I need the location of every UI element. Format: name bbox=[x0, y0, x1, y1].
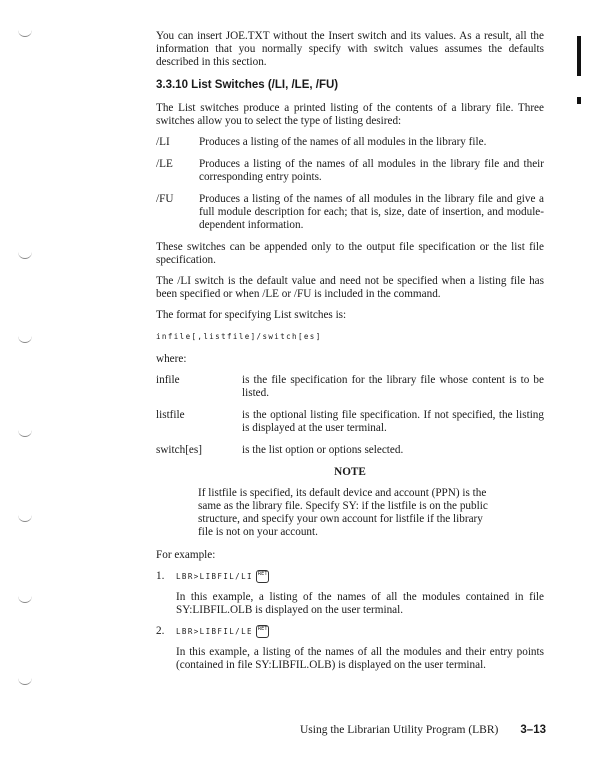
change-bar bbox=[577, 97, 581, 104]
page-content bbox=[156, 30, 544, 680]
param-term: switch[es] bbox=[156, 444, 202, 456]
switch-desc: Produces a listing of the names of all modules in the library file. bbox=[199, 136, 487, 148]
switch-term: /LE bbox=[156, 158, 173, 170]
switch-term: /LI bbox=[156, 136, 170, 148]
param-desc: is the list option or options selected. bbox=[242, 444, 404, 456]
switch-desc: Produces a listing of the names of all modules in the library file and their corresponding entry points. bbox=[199, 158, 544, 183]
example-command bbox=[156, 625, 544, 638]
return-key-icon: RET bbox=[256, 570, 270, 583]
switch-desc: Produces a listing of the names of all modules in the library file and give a full module description for each; that is, size, date of insertion, and module-dependent information. bbox=[199, 193, 544, 231]
note-title: NOTE bbox=[334, 466, 366, 478]
where-label: where: bbox=[156, 353, 187, 365]
paragraph: The format for specifying List switches is: bbox=[156, 309, 347, 321]
scan-mark bbox=[18, 678, 32, 685]
scan-mark bbox=[18, 596, 32, 603]
example-number: 1. bbox=[156, 570, 165, 582]
note-body: If listfile is specified, its default device and account (PPN) is the same as the library file. Specify SY: if the listfile is on the public structure, and specify your own account for listfile if the library file is not on your account. bbox=[198, 487, 488, 538]
param-item bbox=[156, 409, 544, 435]
example-description: In this example, a listing of the names of all the modules contained in file SY:LIBFIL.OLB is displayed on the user terminal. bbox=[176, 591, 544, 616]
page-number: 3–13 bbox=[520, 724, 546, 736]
param-item bbox=[156, 444, 544, 457]
for-example-label: For example: bbox=[156, 549, 216, 561]
switch-item bbox=[156, 193, 544, 232]
command-text: LBR>LIBFIL/LI bbox=[176, 572, 253, 581]
format-syntax: infile[,listfile]/switch[es] bbox=[156, 332, 322, 341]
param-term: listfile bbox=[156, 409, 185, 421]
switch-term: /FU bbox=[156, 193, 174, 205]
paragraph: The /LI switch is the default value and need not be specified when a listing file has been specified or when /LE or /FU is included in the command. bbox=[156, 275, 544, 300]
example-command bbox=[156, 570, 544, 583]
command-text: LBR>LIBFIL/LE bbox=[176, 627, 253, 636]
param-desc: is the file specification for the library file whose content is to be listed. bbox=[242, 374, 544, 399]
example-description: In this example, a listing of the names of all the modules and their entry points (contained in file SY:LIBFIL.OLB) is displayed on the user terminal. bbox=[176, 646, 544, 671]
section-heading: 3.3.10 List Switches (/LI, /LE, /FU) bbox=[156, 79, 339, 91]
scan-mark bbox=[18, 252, 32, 259]
switch-item bbox=[156, 136, 544, 149]
intro-paragraph: You can insert JOE.TXT without the Insert switch and its values. As a result, all the information that you normally specify with switch values assumes the defaults described in this section. bbox=[156, 30, 544, 68]
switch-item bbox=[156, 158, 544, 184]
scan-mark bbox=[18, 515, 32, 522]
param-term: infile bbox=[156, 374, 180, 386]
footer-title: Using the Librarian Utility Program (LBR) bbox=[300, 724, 499, 736]
scan-mark bbox=[18, 430, 32, 437]
paragraph: These switches can be appended only to the output file specification or the list file specification. bbox=[156, 241, 544, 266]
return-key-icon: RET bbox=[256, 625, 270, 638]
paragraph: The List switches produce a printed listing of the contents of a library file. Three switches allow you to select the type of listing desired: bbox=[156, 102, 544, 127]
scan-mark bbox=[18, 30, 32, 37]
page-footer bbox=[300, 724, 546, 737]
param-item bbox=[156, 374, 544, 400]
change-bar bbox=[577, 36, 581, 76]
example-number: 2. bbox=[156, 625, 165, 637]
param-desc: is the optional listing file specification. If not specified, the listing is displayed at the user terminal. bbox=[242, 409, 544, 434]
scan-mark bbox=[18, 336, 32, 343]
